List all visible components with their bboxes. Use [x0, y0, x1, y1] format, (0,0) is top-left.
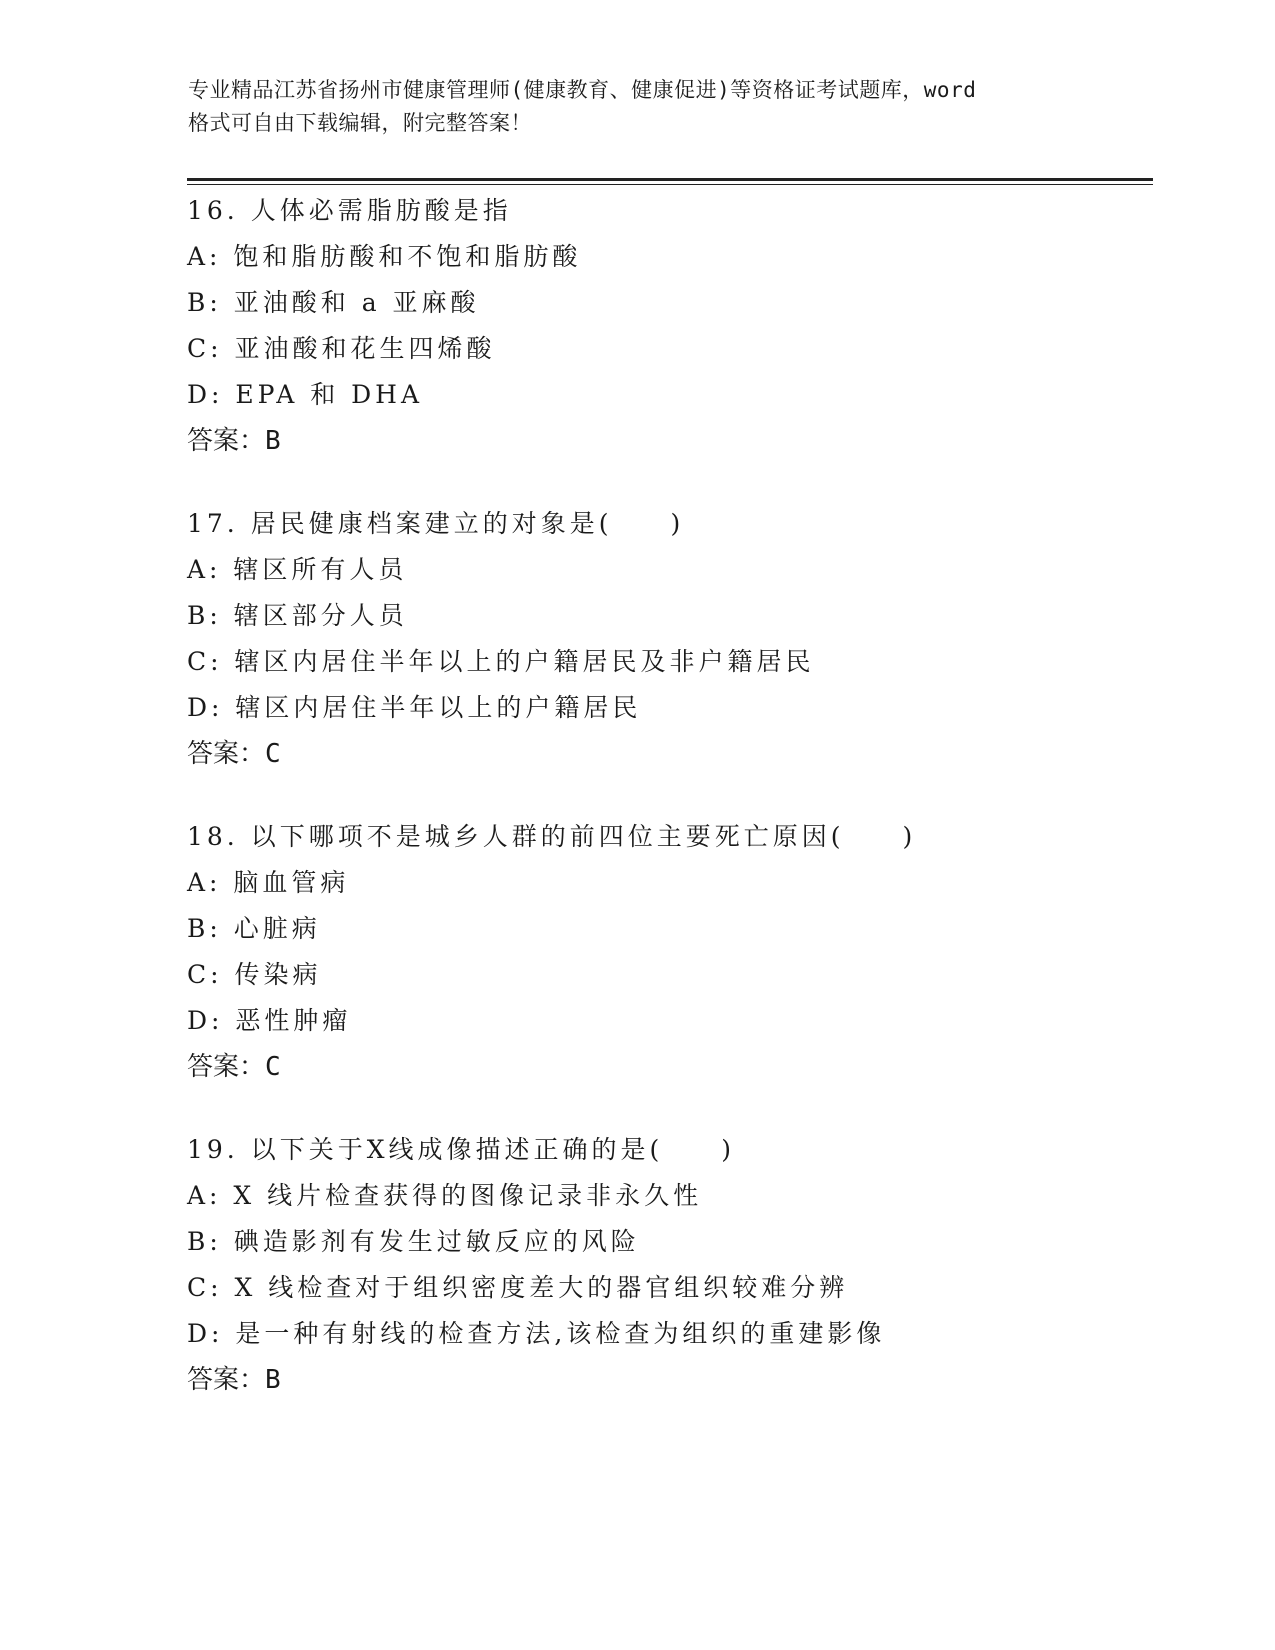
answer-line: 答案：C — [187, 1052, 281, 1082]
header-line-2: 格式可自由下载编辑，附完整答案！ — [188, 111, 532, 135]
header-divider-thick — [187, 178, 1153, 181]
question-16 — [187, 188, 1153, 464]
option-d: D: 恶性肿瘤 — [187, 1006, 352, 1035]
option-a: A: 饱和脂肪酸和不饱和脂肪酸 — [187, 242, 582, 271]
header-divider-thin — [187, 184, 1153, 185]
answer-line: 答案：C — [187, 739, 281, 769]
question-stem: 19. 以下关于X线成像描述正确的是( ) — [187, 1135, 736, 1164]
option-a: A: 辖区所有人员 — [187, 555, 408, 584]
option-a: A: X 线片检查获得的图像记录非永久性 — [187, 1181, 703, 1210]
answer-line: 答案：B — [187, 1365, 281, 1395]
option-b: B: 碘造影剂有发生过敏反应的风险 — [187, 1227, 640, 1256]
option-a: A: 脑血管病 — [187, 868, 350, 897]
question-stem: 18. 以下哪项不是城乡人群的前四位主要死亡原因( ) — [187, 822, 917, 851]
option-b: B: 辖区部分人员 — [187, 601, 408, 630]
question-stem: 17. 居民健康档案建立的对象是( ) — [187, 509, 685, 538]
option-c: C: 辖区内居住半年以上的户籍居民及非户籍居民 — [187, 647, 815, 676]
header-line-1: 专业精品江苏省扬州市健康管理师(健康教育、健康促进)等资格证考试题库，word — [188, 78, 977, 102]
option-b: B: 亚油酸和 a 亚麻酸 — [187, 288, 480, 317]
option-d: D: 是一种有射线的检查方法,该检查为组织的重建影像 — [187, 1319, 886, 1348]
question-18 — [187, 814, 1153, 1090]
option-b: B: 心脏病 — [187, 914, 321, 943]
question-stem: 16. 人体必需脂肪酸是指 — [187, 196, 512, 225]
option-d: D: 辖区内居住半年以上的户籍居民 — [187, 693, 642, 722]
option-c: C: X 线检查对于组织密度差大的器官组织较难分辨 — [187, 1273, 849, 1302]
question-17 — [187, 501, 1153, 777]
option-d: D: EPA 和 DHA — [187, 380, 424, 409]
option-c: C: 亚油酸和花生四烯酸 — [187, 334, 496, 363]
document-header — [188, 74, 1088, 140]
option-c: C: 传染病 — [187, 960, 322, 989]
question-list — [187, 188, 1153, 1440]
answer-line: 答案：B — [187, 426, 281, 456]
question-19 — [187, 1127, 1153, 1403]
